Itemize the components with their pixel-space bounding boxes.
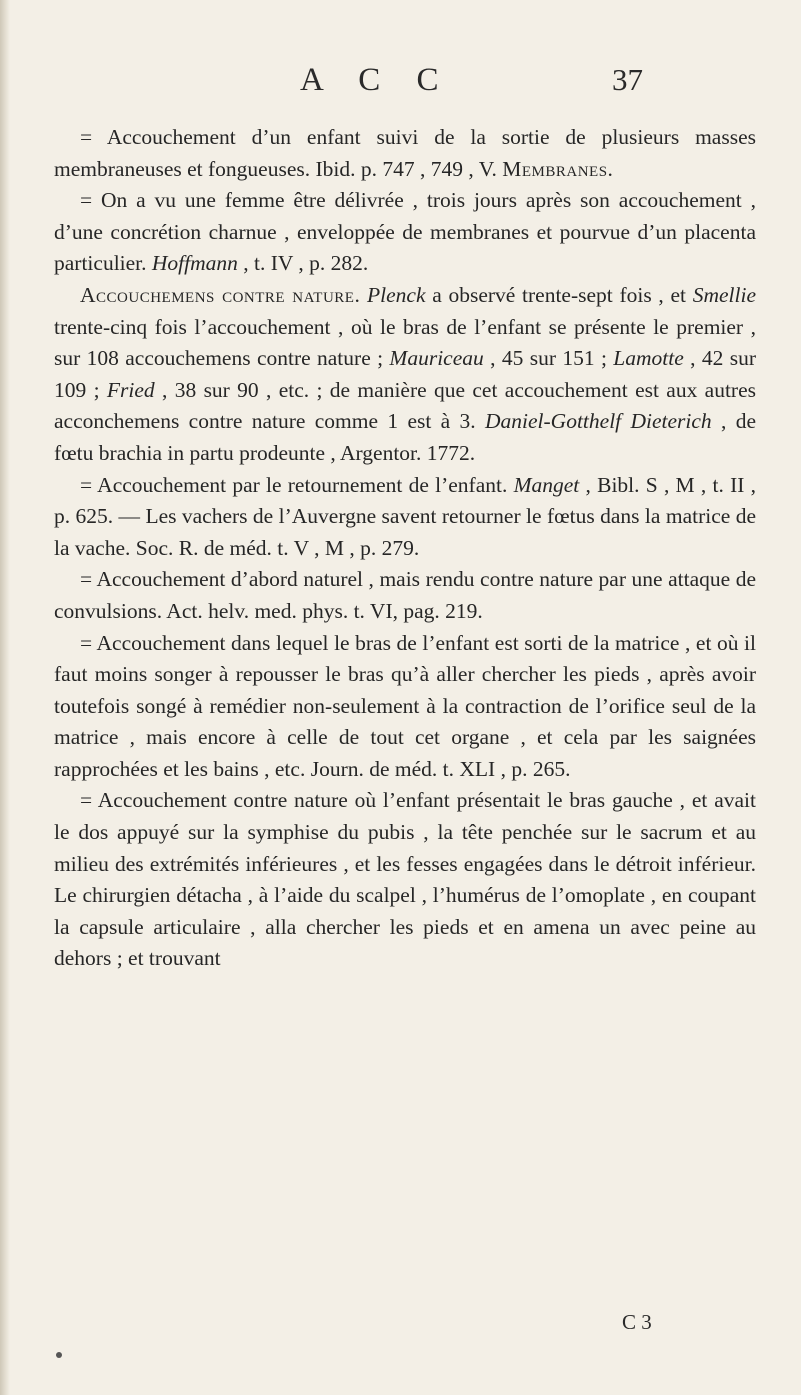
small-caps-heading: Membranes. xyxy=(502,156,614,181)
text-run: , 38 sur 90 , etc. ; de manière que cet accouchement est aux autres acconchemens contre nature comme 1 est à 3. xyxy=(54,377,756,434)
running-header xyxy=(0,62,801,102)
page-binding-shadow xyxy=(0,0,10,1395)
paragraph xyxy=(54,185,756,280)
paragraph xyxy=(54,470,756,565)
text-run: = Accouchement par le retournement de l’enfant. xyxy=(80,472,514,497)
text-run: = Accouchement dans lequel le bras de l’enfant est sorti de la matrice , et où il faut moins songer à repousser le bras qu’à aller chercher les pieds , après avoir toutefois songé à remédier non-seulement à la contraction de l’orifice seul de la matrice , mais encore à celle de tout cet organe , et cela par les saignées rapprochées et les bains , etc. Journ. de méd. t. XLI , p. 265. xyxy=(54,630,756,781)
italic-citation: Plenck xyxy=(367,282,426,307)
text-run: , Bibl. S , M , t. II , p. 625. — Les vachers de l’Auvergne savent retourner le fœtus dans la matrice de la vache. Soc. R. de méd. t. V , M , p. 279. xyxy=(54,472,757,560)
text-run: a observé trente-sept fois , et xyxy=(425,282,693,307)
text-run: = Accouchement d’un enfant suivi de la sortie de plusieurs masses membraneuses et fongueuses. Ibid. p. 747 , 749 , V. xyxy=(54,125,756,181)
small-caps-heading: Accouchemens contre nature. xyxy=(80,282,361,307)
paragraph xyxy=(54,785,756,975)
text-run: = Accouchement d’abord naturel , mais rendu contre nature par une attaque de convulsions. Act. helv. med. phys. t. VI, pag. 219. xyxy=(54,567,756,623)
paragraph xyxy=(54,122,756,185)
text-run: , 42 sur 109 ; xyxy=(54,346,756,402)
text-run: trente-cinq fois l’accouchement , où le bras de l’enfant se présente le premier , sur 108 accouchemens contre nature ; xyxy=(54,314,756,371)
paragraph xyxy=(54,628,756,786)
body-text xyxy=(54,122,756,975)
page-number: 37 xyxy=(612,62,643,97)
paragraph xyxy=(54,280,756,470)
text-run: , t. IV , p. 282. xyxy=(237,251,369,276)
text-run: = Accouchement contre nature où l’enfant présentait le bras gauche , et avait le dos appuyé sur la symphise du pubis , la tête penchée sur le sacrum et au milieu des extrémités inférieures , et les fesses engagées dans le détroit inférieur. Le chirurgien détacha , à l’aide du scalpel , l’humérus de l’omoplate , en coupant la capsule articulaire , alla chercher les pieds et en amena un avec peine au dehors ; et trouvant xyxy=(54,788,756,971)
italic-citation: Fried xyxy=(106,377,155,402)
italic-citation: Hoffmann xyxy=(151,251,238,276)
italic-citation: Smellie xyxy=(692,282,757,307)
text-run: , de fœtu brachia in partu prodeunte , Argentor. 1772. xyxy=(54,409,756,465)
paragraph xyxy=(54,564,756,627)
header-title: A C C xyxy=(300,62,453,98)
text-run: = On a vu une femme être délivrée , trois jours après son accouchement , d’une concrétion charnue , enveloppée de membranes et pourvue d’un placenta particulier. xyxy=(54,188,756,276)
italic-citation: Daniel-Gotthelf Dieterich xyxy=(485,409,712,434)
italic-citation: Lamotte xyxy=(613,346,684,371)
italic-citation: Mauriceau xyxy=(389,346,484,371)
ink-dot xyxy=(56,1352,62,1358)
italic-citation: Manget xyxy=(513,472,580,497)
text-run: , 45 sur 151 ; xyxy=(483,346,614,371)
signature-mark: C 3 xyxy=(622,1310,652,1334)
